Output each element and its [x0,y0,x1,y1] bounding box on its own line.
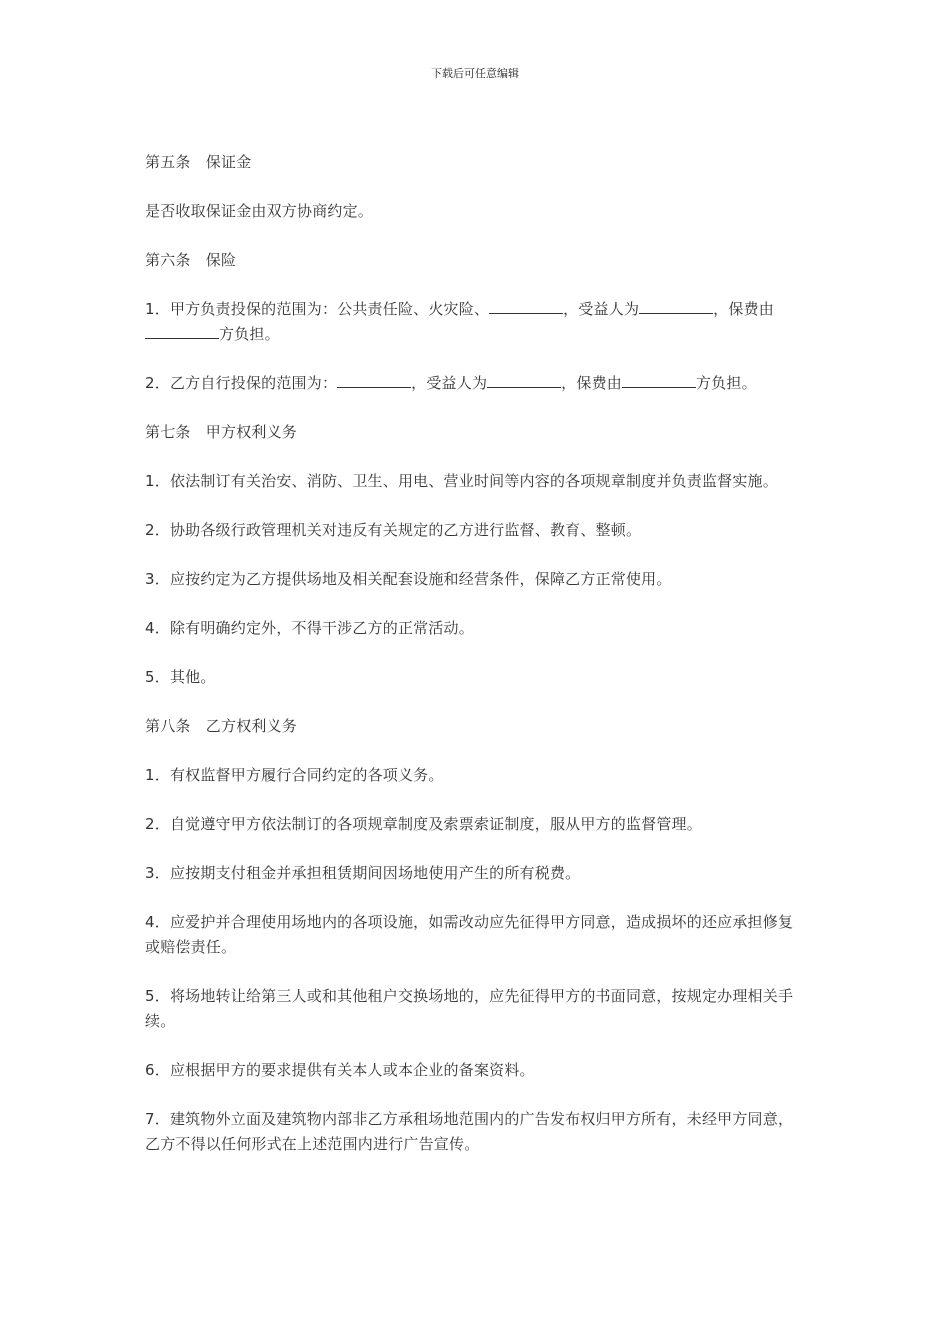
section-5-title: 第五条 保证金 [145,153,252,171]
section-8-item-2: 2．自觉遵守甲方依法制订的各项规章制度及索票索证制度，服从甲方的监督管理。 [145,815,702,833]
section-7-item-5: 5．其他。 [145,668,216,686]
fill-in-blank [487,371,561,388]
section-7-item-3: 3．应按约定为乙方提供场地及相关配套设施和经营条件，保障乙方正常使用。 [145,570,672,588]
fill-in-blank [489,297,563,314]
section-6-item-2 [145,371,795,396]
section-7-title: 第七条 甲方权利义务 [145,423,298,441]
section-8-title: 第八条 乙方权利义务 [145,717,298,735]
section-7-item-2: 2．协助各级行政管理机关对违反有关规定的乙方进行监督、教育、整顿。 [145,521,642,539]
s6-item1-text-b: ，受益人为 [563,300,640,318]
fill-in-blank [145,322,219,339]
s6-item2-text-d: 方负担。 [695,374,757,392]
section-6-item-1 [145,297,795,347]
section-8-item-6: 6．应根据甲方的要求提供有关本人或本企业的备案资料。 [145,1061,535,1079]
s6-item1-text-a: 1．甲方负责投保的范围为：公共责任险、火灾险、 [145,300,490,318]
s6-item1-text-c: ，保费由 [713,300,774,318]
s6-item2-text-a: 2．乙方自行投保的范围为： [145,374,338,392]
document-body [145,150,795,1181]
section-8-item-5: 5．将场地转让给第三人或和其他租户交换场地的，应先征得甲方的书面同意，按规定办理相关手续。 [145,987,794,1030]
section-5-paragraph: 是否收取保证金由双方协商约定。 [145,202,374,220]
page-header-note: 下载后可任意编辑 [431,67,519,80]
s6-item2-text-c: ，保费由 [561,374,622,392]
s6-item1-text-d: 方负担。 [219,325,280,343]
section-7-item-1: 1．依法制订有关治安、消防、卫生、用电、营业时间等内容的各项规章制度并负责监督实施。 [145,472,778,490]
section-8-item-1: 1．有权监督甲方履行合同约定的各项义务。 [145,766,444,784]
fill-in-blank [639,297,713,314]
section-8-item-4: 4．应爱护并合理使用场地内的各项设施，如需改动应先征得甲方同意，造成损坏的还应承担修复或赔偿责任。 [145,913,794,956]
s6-item2-text-b: ，受益人为 [411,374,488,392]
fill-in-blank [337,371,411,388]
section-6-title: 第六条 保险 [145,251,237,269]
section-7-item-4: 4．除有明确约定外，不得干涉乙方的正常活动。 [145,619,474,637]
section-8-item-7: 7．建筑物外立面及建筑物内部非乙方承租场地范围内的广告发布权归甲方所有，未经甲方同意，乙方不得以任何形式在上述范围内进行广告宣传。 [145,1110,794,1153]
section-8-item-3: 3．应按期支付租金并承担租赁期间因场地使用产生的所有税费。 [145,864,581,882]
fill-in-blank [622,371,696,388]
